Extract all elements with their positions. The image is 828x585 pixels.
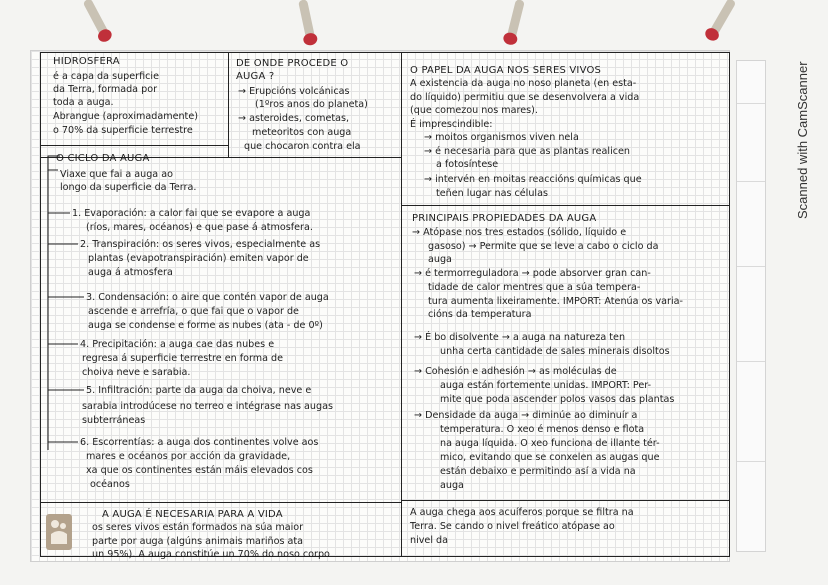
propiedade-line: auga <box>428 254 452 265</box>
propiedade-line: → é termorreguladora → pode absorver gran can- <box>414 268 651 279</box>
binder-ring <box>506 0 524 40</box>
app-logo <box>46 514 72 550</box>
onde-line: → Erupcións volcánicas <box>238 86 350 97</box>
divider <box>228 52 229 157</box>
binder-ring <box>298 0 315 40</box>
divider <box>40 145 228 146</box>
ciclo-intro: Viaxe que fai a auga ao <box>60 169 173 180</box>
acuiferos-line: Terra. Se cando o nivel freático atópase ao <box>410 521 615 532</box>
onde-line: que chocaron contra ela <box>244 141 361 152</box>
binder-ring <box>83 0 110 37</box>
propiedade-line: auga <box>440 480 464 491</box>
propiedade-line: están debaixo e permitindo así a vida na <box>440 466 636 477</box>
ciclo-step-escorrentias: xa que os continentes están máis elevados cos <box>86 465 313 476</box>
ciclo-step-precipitacion: 4. Precipitación: a auga cae das nubes e <box>80 339 275 350</box>
divider <box>401 52 402 557</box>
divider <box>402 205 729 206</box>
onde-title: DE ONDE PROCEDE O <box>236 58 349 69</box>
papel-line: a fotosíntese <box>436 159 499 170</box>
binder-ring <box>709 0 737 37</box>
propiedade-line: auga están fortemente unidas. IMPORT: Per- <box>440 380 652 391</box>
hidrosfera-title: HIDROSFERA <box>53 56 120 67</box>
ciclo-step-infiltracion: subterráneas <box>82 415 146 426</box>
papel-line: teñen lugar nas células <box>436 188 548 199</box>
ciclo-step-transpiracion: plantas (evapotranspiración) emiten vapor de <box>88 253 309 264</box>
onde-line: (1ºros anos do planeta) <box>255 99 368 110</box>
onde-title-2: AUGA ? <box>236 71 275 82</box>
ciclo-flow-arrows <box>40 150 100 470</box>
papel-line: do líquido) permitiu que se desenvolvera a vida <box>410 92 640 103</box>
propiedade-line: tidade de calor mentres que a súa tempera- <box>428 282 641 293</box>
ciclo-step-infiltracion: 5. Infiltración: parte da auga da choiva, neve e <box>86 385 312 396</box>
hidrosfera-line: da Terra, formada por <box>53 84 158 95</box>
acuiferos-line: nivel da <box>410 535 449 546</box>
divider <box>40 502 402 503</box>
papel-line: A existencia da auga no noso planeta (en esta- <box>410 78 637 89</box>
divider <box>729 52 730 557</box>
ciclo-step-escorrentias: mares e océanos por acción da gravidade, <box>86 451 291 462</box>
necesaria-title: A AUGA É NECESARIA PARA A VIDA <box>102 509 283 520</box>
propiedade-line: tura aumenta lixeiramente. IMPORT: Atenúa os varia- <box>428 296 683 307</box>
ciclo-step-condensacion: 3. Condensación: o aire que contén vapor de auga <box>86 292 329 303</box>
propiedade-line: gasoso) → Permite que se leve a cabo o ciclo da <box>428 241 659 252</box>
papel-title: O PAPEL DA AUGA NOS SERES VIVOS <box>410 65 602 76</box>
propiedade-line: → Densidade da auga → diminúe ao diminuír a <box>414 410 638 421</box>
ciclo-step-precipitacion: choiva neve e sarabia. <box>82 367 191 378</box>
propiedade-line: mico, evitando que se conxelen as augas que <box>440 452 660 463</box>
ciclo-step-transpiracion: 2. Transpiración: os seres vivos, especialmente as <box>80 239 321 250</box>
papel-line: → é necesaria para que as plantas realicen <box>424 146 631 157</box>
ciclo-step-escorrentias: océanos <box>90 479 130 490</box>
ciclo-step-precipitacion: regresa á superficie terrestre en forma de <box>82 353 284 364</box>
onde-line: → asteroides, cometas, <box>238 113 350 124</box>
propiedade-line: → É bo disolvente → a auga na natureza ten <box>414 332 626 343</box>
ciclo-step-escorrentias: 6. Escorrentías: a auga dos continentes volve aos <box>80 437 319 448</box>
propiedades-title: PRINCIPAIS PROPIEDADES DA AUGA <box>412 213 597 224</box>
acuiferos-line: A auga chega aos acuíferos porque se filtra na <box>410 507 634 518</box>
necesaria-line: un 95%). A auga constitúe un 70% do noso corpo <box>92 549 330 560</box>
propiedade-line: unha certa cantidade de sales minerais disoltos <box>440 346 670 357</box>
propiedade-line: → Atópase nos tres estados (sólido, líquido e <box>412 227 627 238</box>
propiedade-line: temperatura. O xeo é menos denso e flota <box>440 424 645 435</box>
necesaria-line: parte por auga (algúns animais mariños ata <box>92 536 304 547</box>
papel-line: → intervén en moitas reaccións químicas que <box>424 174 642 185</box>
ciclo-step-infiltracion: sarabia introdúcese no terreo e intégrase nas augas <box>82 401 333 412</box>
propiedade-line: cións da temperatura <box>428 309 532 320</box>
ciclo-step-transpiracion: auga á atmosfera <box>88 267 173 278</box>
ciclo-step-condensacion: ascende e arrefría, o que fai que o vapor de <box>88 306 299 317</box>
hidrosfera-line: toda a auga. <box>53 97 114 108</box>
ciclo-intro: longo da superficie da Terra. <box>60 182 197 193</box>
propiedade-line: mite que poda ascender polos vasos das plantas <box>440 394 675 405</box>
propiedade-line: na auga líquida. O xeo funciona de illante tér- <box>440 438 660 449</box>
papel-line: É imprescindible: <box>410 119 493 130</box>
hidrosfera-line: o 70% da superficie terrestre <box>53 125 193 136</box>
propiedade-line: → Cohesión e adhesión → as moléculas de <box>414 366 617 377</box>
scanner-watermark: Scanned with CamScanner <box>795 61 810 219</box>
papel-line: (que comezou nos mares). <box>410 105 538 116</box>
papel-line: → moitos organismos viven nela <box>424 132 579 143</box>
onde-line: meteoritos con auga <box>252 127 352 138</box>
ciclo-step-condensacion: auga se condense e forme as nubes (ata - de 0º) <box>88 320 323 331</box>
ciclo-title: O CICLO DA AUGA <box>56 153 150 164</box>
hidrosfera-line: Abrangue (aproximadamente) <box>53 111 198 122</box>
divider <box>40 52 730 53</box>
next-page-edge <box>736 60 766 552</box>
hidrosfera-line: é a capa da superficie <box>53 71 159 82</box>
ciclo-step-evaporacion: (ríos, mares, océanos) e que pase á atmosfera. <box>86 222 313 233</box>
divider <box>402 500 729 501</box>
necesaria-line: os seres vivos están formados na súa maior <box>92 522 304 533</box>
ciclo-step-evaporacion: 1. Evaporación: a calor fai que se evapore a auga <box>72 208 311 219</box>
